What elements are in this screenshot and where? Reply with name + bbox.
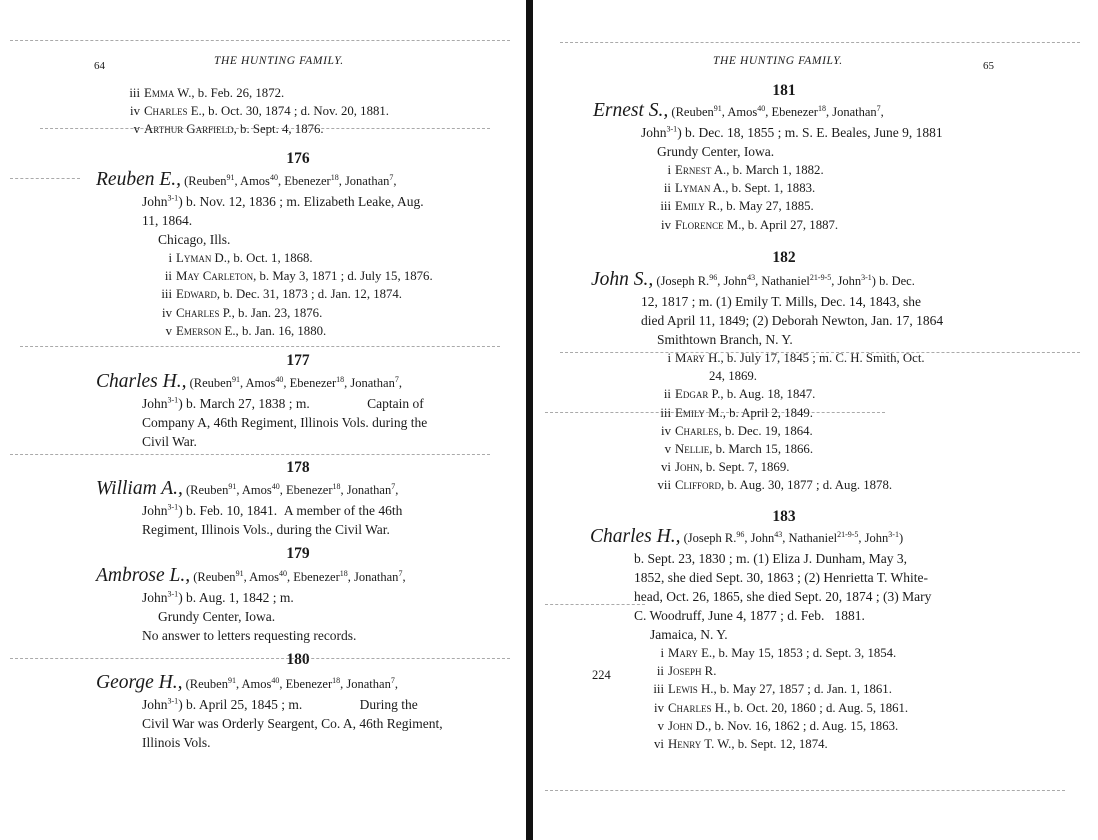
roman-numeral: iii xyxy=(653,682,664,697)
child-dates: , b. Oct. 20, 1860 ; d. Aug. 5, 1861. xyxy=(727,700,909,715)
book-gutter xyxy=(526,0,533,840)
lineage: (Reuben$^{91}$, Amos$^{40}$, Ebenezer$^{18}$, Jonathan$^7$, xyxy=(668,103,884,119)
child-record xyxy=(591,385,943,403)
roman-numeral: i xyxy=(168,251,172,265)
child-record xyxy=(118,84,389,102)
child-record xyxy=(593,197,943,215)
genealogy-entry xyxy=(96,566,406,645)
roman-numeral: iii xyxy=(161,287,172,302)
child-name: Emerson E. xyxy=(176,323,236,338)
running-head: THE HUNTING FAMILY. xyxy=(214,55,344,67)
child-dates: , b. Aug. 18, 1847. xyxy=(720,387,816,402)
child-record xyxy=(593,161,943,179)
person-name: Ernest S., xyxy=(593,100,669,121)
child-name: Charles P. xyxy=(176,305,232,320)
roman-numeral: iv xyxy=(162,305,172,320)
entry-text: John$^{3-1}$) b. Feb. 10, 1841. A member of the 46th xyxy=(142,502,403,518)
person-name: Charles H., xyxy=(96,371,187,392)
child-continued: 24, 1869. xyxy=(709,369,757,384)
child-dates: , b. Dec. 19, 1864. xyxy=(718,423,813,438)
roman-numeral: ii xyxy=(663,181,671,196)
roman-numeral: iii xyxy=(660,405,671,420)
entry-text: Civil War. xyxy=(142,434,197,449)
margin-note: 224 xyxy=(592,668,611,682)
child-dates: , b. May 15, 1853 ; d. Sept. 3, 1854. xyxy=(712,646,897,660)
child-name: Mary H. xyxy=(675,351,721,365)
entry-heading xyxy=(591,270,943,292)
child-name: Charles H. xyxy=(668,700,728,715)
entry-number: 180 xyxy=(286,651,310,668)
person-name: Ambrose L., xyxy=(96,565,191,586)
person-name: John S., xyxy=(591,269,654,290)
scan-noise xyxy=(560,42,1080,44)
child-record xyxy=(590,644,931,662)
child-dates: , b. March 15, 1866. xyxy=(709,442,814,457)
child-name: Florence M. xyxy=(675,217,742,232)
child-name: Arthur Garfield xyxy=(144,122,234,137)
child-record xyxy=(96,249,433,267)
roman-numeral: ii xyxy=(164,269,172,284)
genealogy-entry xyxy=(96,479,402,539)
entry-number: 182 xyxy=(772,249,796,266)
residence: Grundy Center, Iowa. xyxy=(158,609,276,624)
child-dates: , b. Aug. 30, 1877 ; d. Aug. 1878. xyxy=(721,478,893,493)
scan-noise xyxy=(10,658,510,660)
entry-heading xyxy=(590,527,931,549)
child-name: John D. xyxy=(668,718,709,733)
child-name: May Carleton xyxy=(176,269,254,284)
roman-numeral: iii xyxy=(129,86,140,100)
child-name: Charles E. xyxy=(144,104,202,119)
lineage: (Reuben$^{91}$, Amos$^{40}$, Ebenezer$^{18}$, Jonathan$^7$, xyxy=(186,374,402,390)
roman-numeral: iv xyxy=(661,217,671,232)
lineage: (Reuben$^{91}$, Amos$^{40}$, Ebenezer$^{18}$, Jonathan$^7$, xyxy=(181,172,397,188)
child-dates: , b. Jan. 23, 1876. xyxy=(231,305,323,320)
entry-text: head, Oct. 26, 1865, she died Sept. 20, 1874 ; (3) Mary xyxy=(634,589,932,604)
roman-numeral: vi xyxy=(654,737,664,752)
entry-text: b. Sept. 23, 1830 ; m. (1) Eliza J. Dunham, May 3, xyxy=(634,551,907,566)
entry-text: John$^{3-1}$) b. Dec. 18, 1855 ; m. S. E. Beales, June 9, 1881 xyxy=(641,124,943,140)
person-name: William A., xyxy=(96,478,183,499)
running-head: THE HUNTING FAMILY. xyxy=(713,55,843,67)
child-record xyxy=(590,699,931,717)
entry-number: 176 xyxy=(286,150,310,167)
genealogy-entry xyxy=(590,527,931,753)
entry-text: Civil War was Orderly Seargent, Co. A, 46th Regiment, xyxy=(142,716,443,731)
roman-numeral: v xyxy=(657,718,664,733)
child-record xyxy=(96,304,433,322)
roman-numeral: iv xyxy=(130,104,140,119)
scan-noise xyxy=(545,604,645,606)
child-record xyxy=(590,717,931,735)
child-dates: , b. Sept. 1, 1883. xyxy=(725,181,816,196)
child-dates: , b. May 27, 1885. xyxy=(719,199,814,214)
scan-noise xyxy=(10,40,510,42)
scan-noise xyxy=(40,128,490,130)
child-record xyxy=(591,458,943,476)
child-record xyxy=(590,662,931,680)
child-dates: , b. Jan. 16, 1880. xyxy=(235,323,327,338)
entry-text: John$^{3-1}$) b. Aug. 1, 1842 ; m. xyxy=(142,589,294,605)
continued-children xyxy=(118,84,389,139)
child-dates: , b. Sept. 12, 1874. xyxy=(731,737,828,752)
child-name: Edgar P. xyxy=(675,387,721,402)
child-dates: , b. Dec. 31, 1873 ; d. Jan. 12, 1874. xyxy=(216,287,403,302)
child-name: Lyman A. xyxy=(675,181,726,196)
child-record xyxy=(96,267,433,285)
child-name: Mary E. xyxy=(668,646,713,660)
entry-text: 1852, she died Sept. 30, 1863 ; (2) Henrietta T. White- xyxy=(634,570,928,585)
roman-numeral: vii xyxy=(657,478,671,493)
roman-numeral: iv xyxy=(661,423,671,438)
child-record xyxy=(96,285,433,303)
child-dates: , b. Sept. 7, 1869. xyxy=(699,460,790,475)
child-name: Henry T. W. xyxy=(668,737,732,752)
child-name: Emma W. xyxy=(144,86,192,100)
roman-numeral: v xyxy=(133,122,140,137)
entry-text: Regiment, Illinois Vols., during the Civil War. xyxy=(142,522,390,537)
child-name: Emily R. xyxy=(675,199,720,214)
entry-heading xyxy=(96,170,433,192)
person-name: George H., xyxy=(96,672,183,693)
genealogy-entry xyxy=(96,673,443,752)
genealogy-entry xyxy=(96,170,433,340)
child-dates: , b. Oct. 30, 1874 ; d. Nov. 20, 1881. xyxy=(201,104,389,119)
entry-number: 178 xyxy=(286,459,310,476)
residence: Grundy Center, Iowa. xyxy=(657,144,775,159)
roman-numeral: v xyxy=(165,323,172,338)
scan-noise xyxy=(560,352,1080,354)
entry-text: Illinois Vols. xyxy=(142,735,211,750)
child-record xyxy=(591,476,943,494)
scan-noise xyxy=(545,790,1065,792)
residence: Jamaica, N. Y. xyxy=(650,627,728,642)
roman-numeral: i xyxy=(667,163,671,177)
roman-numeral: i xyxy=(667,351,671,365)
child-dates: , b. Sept. 4, 1876. xyxy=(233,122,324,137)
child-list xyxy=(118,84,389,139)
roman-numeral: v xyxy=(664,442,671,457)
page-number: 65 xyxy=(983,60,994,72)
scan-noise xyxy=(545,412,885,414)
child-record xyxy=(96,322,433,340)
left-page xyxy=(0,0,526,840)
scan-noise xyxy=(10,178,80,180)
entry-text: John$^{3-1}$) b. April 25, 1845 ; m. During the xyxy=(142,696,418,712)
roman-numeral: i xyxy=(660,646,664,660)
entry-heading xyxy=(593,101,943,123)
roman-numeral: iv xyxy=(654,700,664,715)
entry-text: 12, 1817 ; m. (1) Emily T. Mills, Dec. 14, 1843, she xyxy=(641,294,921,309)
child-dates: , b. May 27, 1857 ; d. Jan. 1, 1861. xyxy=(713,682,892,697)
child-record xyxy=(593,179,943,197)
child-record xyxy=(593,216,943,234)
genealogy-entry xyxy=(591,270,943,495)
child-dates: , b. March 1, 1882. xyxy=(726,163,824,177)
child-name: Joseph R. xyxy=(668,664,717,679)
child-name: Clifford xyxy=(675,478,722,493)
child-dates: , b. Feb. 26, 1872. xyxy=(191,86,285,100)
scan-noise xyxy=(10,454,490,456)
entry-number: 183 xyxy=(772,508,796,525)
child-record xyxy=(590,680,931,698)
lineage: (Reuben$^{91}$, Amos$^{40}$, Ebenezer$^{18}$, Jonathan$^7$, xyxy=(182,675,398,691)
genealogy-entry xyxy=(593,101,943,234)
child-name: Edward xyxy=(176,287,217,302)
entry-text: 11, 1864. xyxy=(142,213,193,228)
child-name: Ernest A. xyxy=(675,163,727,177)
entry-number: 181 xyxy=(772,82,796,99)
child-record xyxy=(590,735,931,753)
entry-heading xyxy=(96,372,427,394)
person-name: Reuben E., xyxy=(96,169,182,190)
child-dates: , b. July 17, 1845 ; m. C. H. Smith, Oct. xyxy=(720,351,925,365)
entry-note: No answer to letters requesting records. xyxy=(142,628,357,643)
child-name: John xyxy=(675,460,700,475)
roman-numeral: ii xyxy=(656,664,664,679)
right-page xyxy=(533,0,1098,840)
child-name: Nellie xyxy=(675,442,710,457)
child-dates: , b. April 2, 1849. xyxy=(722,405,813,420)
residence: Smithtown Branch, N. Y. xyxy=(657,332,793,347)
child-dates: , b. Nov. 16, 1862 ; d. Aug. 15, 1863. xyxy=(708,718,899,733)
entry-heading xyxy=(96,479,402,501)
child-name: Emily M. xyxy=(675,405,723,420)
child-dates: , b. Oct. 1, 1868. xyxy=(226,251,313,265)
entry-text: died April 11, 1849; (2) Deborah Newton, Jan. 17, 1864 xyxy=(641,313,944,328)
child-record xyxy=(118,102,389,120)
child-dates: , b. April 27, 1887. xyxy=(741,217,839,232)
entry-number: 179 xyxy=(286,545,310,562)
lineage: (Reuben$^{91}$, Amos$^{40}$, Ebenezer$^{18}$, Jonathan$^7$, xyxy=(190,568,406,584)
genealogy-entry xyxy=(96,372,427,451)
entry-text: C. Woodruff, June 4, 1877 ; d. Feb. 1881. xyxy=(634,608,865,623)
lineage: (Joseph R.$^{96}$, John$^{43}$, Nathaniel$^{21-9-5}$, John$^{3-1}$) xyxy=(680,529,904,545)
child-name: Lewis H. xyxy=(668,682,714,697)
entry-heading xyxy=(96,673,443,695)
roman-numeral: vi xyxy=(661,460,671,475)
entry-number: 177 xyxy=(286,352,310,369)
lineage: (Reuben$^{91}$, Amos$^{40}$, Ebenezer$^{18}$, Jonathan$^7$, xyxy=(182,481,399,497)
child-name: Lyman D. xyxy=(176,251,227,265)
child-dates: , b. May 3, 1871 ; d. July 15, 1876. xyxy=(253,269,433,284)
person-name: Charles H., xyxy=(590,526,681,547)
roman-numeral: iii xyxy=(660,199,671,214)
entry-heading xyxy=(96,566,406,588)
scan-noise xyxy=(20,346,500,348)
residence: Chicago, Ills. xyxy=(158,232,231,247)
child-record xyxy=(591,422,943,440)
child-record xyxy=(591,440,943,458)
roman-numeral: ii xyxy=(663,387,671,402)
page-number: 64 xyxy=(94,60,105,72)
child-name: Charles xyxy=(675,423,719,438)
entry-text: John$^{3-1}$) b. March 27, 1838 ; m. Captain of xyxy=(142,395,424,411)
entry-text: John$^{3-1}$) b. Nov. 12, 1836 ; m. Elizabeth Leake, Aug. xyxy=(142,193,424,209)
entry-text: Company A, 46th Regiment, Illinois Vols. during the xyxy=(142,415,428,430)
lineage: (Joseph R.$^{96}$, John$^{43}$, Nathaniel$^{21-9-5}$, John$^{3-1}$) b. Dec. xyxy=(653,272,915,288)
